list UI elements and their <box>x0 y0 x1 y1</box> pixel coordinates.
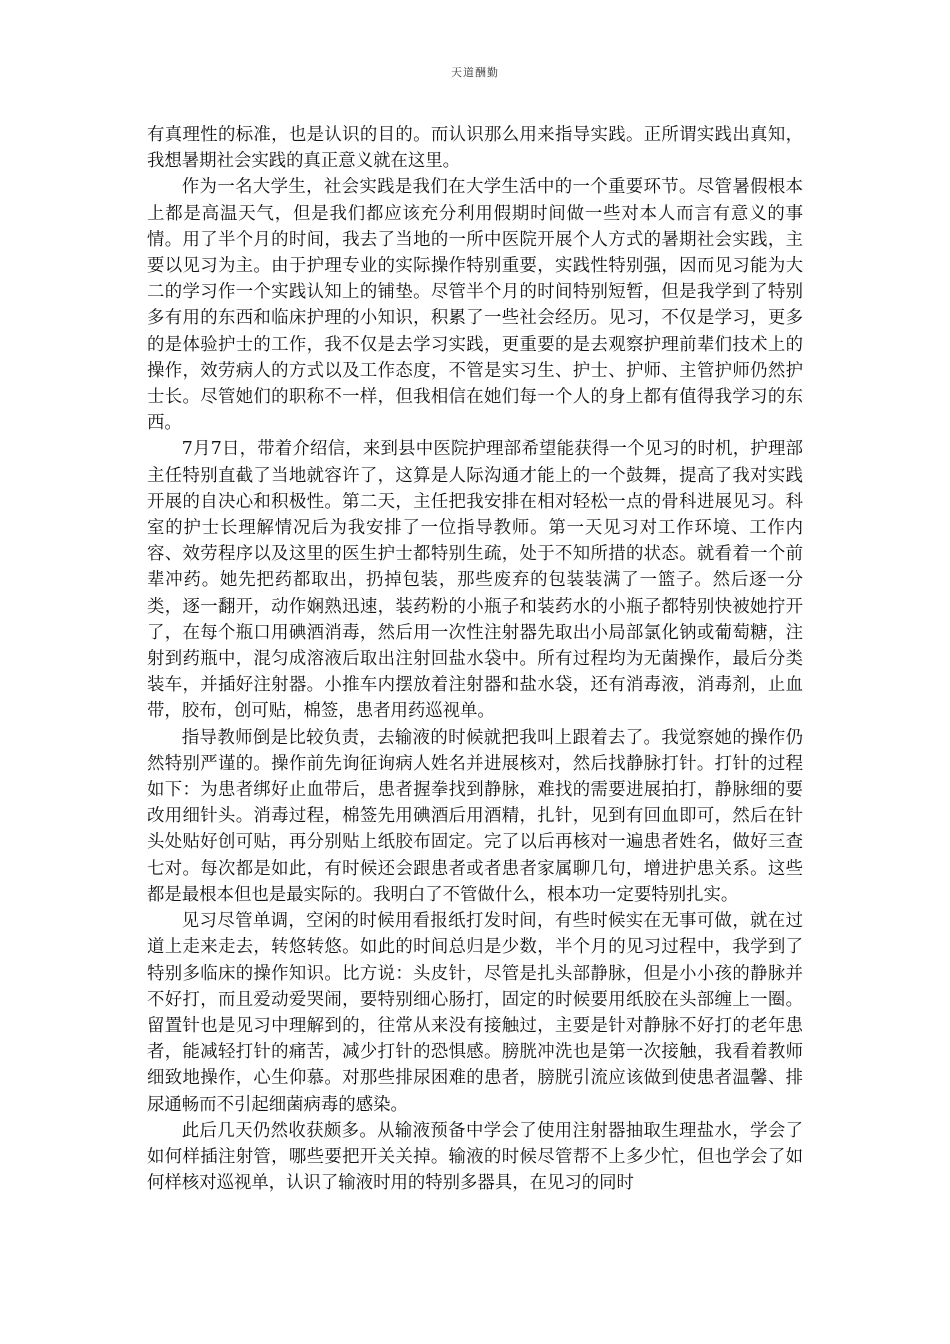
paragraph-5: 见习尽管单调，空闲的时候用看报纸打发时间，有些时候实在无事可做，就在过道上走来走去，转悠转悠。如此的时间总归是少数，半个月的见习过程中，我学到了特别多临床的操作知识。比方说：头皮针，尽管是扎头部静脉，但是小小孩的静脉并不好打，而且爱动爱哭闹，要特别细心肠打，固定的时候要用纸胶在头部缠上一圈。留置针也是见习中理解到的，往常从来没有接触过，主要是针对静脉不好打的老年患者，能减轻打针的痛苦，减少打针的恐惧感。膀胱冲洗也是第一次接触，我看着教师细致地操作，心生仰慕。对那些排尿困难的患者，膀胱引流应该做到使患者温馨、排尿通畅而不引起细菌病毒的感染。 <box>147 911 803 1115</box>
paragraph-1: 有真理性的标准，也是认识的目的。而认识那么用来指导实践。正所谓实践出真知，我想暑期社会实践的真正意义就在这里。 <box>147 125 803 172</box>
paragraph-4: 指导教师倒是比较负责，去输液的时候就把我叫上跟着去了。我觉察她的操作仍然特别严谨的。操作前先询征询病人姓名并进展核对，然后找静脉打针。打针的过程如下：为患者绑好止血带后，患者握拳找到静脉，难找的需要进展拍打，静脉细的要改用细针头。消毒过程，棉签先用碘酒后用酒精，扎针，见到有回血即可，然后在针头处贴好创可贴，再分别贴上纸胶布固定。完了以后再核对一遍患者姓名，做好三查七对。每次都是如此，有时候还会跟患者或者患者家属聊几句，增进护患关系。这些都是最根本但也是最实际的。我明白了不管做什么，根本功一定要特别扎实。 <box>147 727 803 905</box>
paragraph-2: 作为一名大学生，社会实践是我们在大学生活中的一个重要环节。尽管暑假根本上都是高温天气，但是我们都应该充分利用假期时间做一些对本人而言有意义的事情。用了半个月的时间，我去了当地的一所中医院开展个人方式的暑期社会实践，主要以见习为主。由于护理专业的实际操作特别重要，实践性特别强，因而见习能为大二的学习作一个实践认知上的铺垫。尽管半个月的时间特别短暂，但是我学到了特别多有用的东西和临床护理的小知识，积累了一些社会经历。见习，不仅是学习，更多的是体验护士的工作，我不仅是去学习实践，更重要的是去观察护理前辈们技术上的操作，效劳病人的方式以及工作态度，不管是实习生、护士、护师、主管护师仍然护士长。尽管她们的职称不一样，但我相信在她们每一个人的身上都有值得我学习的东西。 <box>147 177 803 434</box>
paragraph-6: 此后几天仍然收获颇多。从输液预备中学会了使用注射器抽取生理盐水，学会了如何样插注射管，哪些要把开关关掉。输液的时候尽管帮不上多少忙，但也学会了如何样核对巡视单，认识了输液时用的特别多器具，在见习的同时 <box>147 1120 803 1194</box>
document-body <box>147 122 803 1196</box>
paragraph-3: 7月7日，带着介绍信，来到县中医院护理部希望能获得一个见习的时机，护理部主任特别直截了当地就容许了，这算是人际沟通才能上的一个鼓舞，提高了我对实践开展的自决心和积极性。第二天，主任把我安排在相对轻松一点的骨科进展见习。科室的护士长理解情况后为我安排了一位指导教师。第一天见习对工作环境、工作内容、效劳程序以及这里的医生护士都特别生疏，处于不知所措的状态。就看着一个前辈冲药。她先把药都取出，扔掉包装，那些废弃的包装装满了一篮子。然后逐一分类，逐一翻开，动作娴熟迅速，装药粉的小瓶子和装药水的小瓶子都特别快被她拧开了，在每个瓶口用碘酒消毒，然后用一次性注射器先取出小局部氯化钠或葡萄糖，注射到药瓶中，混匀成溶液后取出注射回盐水袋中。所有过程均为无菌操作，最后分类装车，并插好注射器。小推车内摆放着注射器和盐水袋，还有消毒液，消毒剂，止血带，胶布，创可贴，棉签，患者用药巡视单。 <box>147 439 803 722</box>
page-header: 天道酬勤 <box>451 66 499 79</box>
